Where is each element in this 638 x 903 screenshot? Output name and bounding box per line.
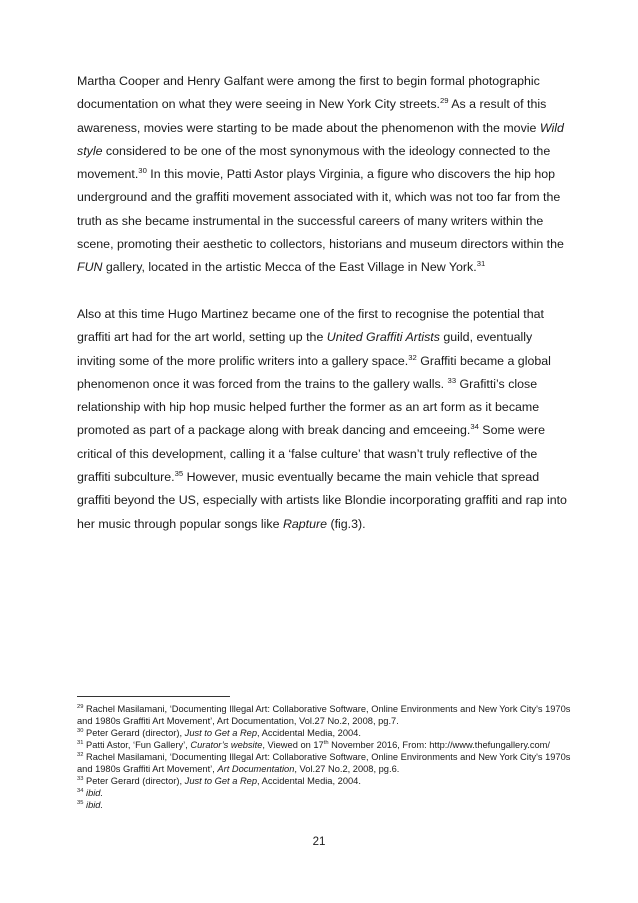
footnote-ref: 29 [77, 703, 84, 710]
footnote-ref: 35 [174, 468, 184, 478]
text-run: , Viewed on 17 [262, 740, 324, 751]
footnote-ref: 34 [470, 422, 479, 432]
italic-text: FUN [77, 260, 103, 275]
footnote-ref: 30 [77, 728, 84, 734]
text-run: guild, eventually inviting some of the more prolific writers into a gallery space. [77, 330, 533, 368]
footnote [77, 739, 572, 751]
footnote-separator [77, 696, 230, 697]
text-run: Rachel Masilamani, ‘Documenting Illegal Art: Collaborative Software, Online Environments and New York City's 1970s and 1980s Graffiti Art Movement’, [77, 752, 571, 775]
footnote-ref: th [323, 740, 329, 747]
footnote-ref: 33 [447, 375, 457, 385]
text-run: Patti Astor, ‘Fun Gallery’, [83, 740, 191, 751]
paragraph [77, 70, 572, 280]
text-run: Rachel Masilamani, ‘Documenting Illegal Art: Collaborative Software, Online Environments and New York City's 1970s and 1980s Graffiti Art Movement’, Art Documentation, Vol.27 No.2, 2008, pg.7. [77, 704, 571, 727]
text-run: Also at this time Hugo Martinez became one of the first to recognise the potential that graffiti art had for the art world, setting up the [77, 306, 544, 345]
text-run: Peter Gerard (director), [83, 728, 185, 739]
footnote-ref: 31 [476, 259, 486, 269]
text-run: In this movie, Patti Astor plays Virginia, a figure who discovers the hip hop underground and the graffiti movement associated with it, which was not too far from the truth as she became instrumental in the successful careers of many writers within the scene, promoting their aesthetic to collectors, historians and museum directors within the [77, 167, 564, 252]
text-run: As a result of this awareness, movies were starting to be made about the phenomenon with the movie [77, 97, 547, 135]
text-run: Graffiti became a global phenomenon once it was forced from the trains to the gallery walls. [77, 353, 551, 391]
text-run: considered to be one of the most synonymous with the ideology connected to the movement. [77, 143, 551, 182]
text-run: (fig.3). [327, 516, 366, 531]
text-run: , Accidental Media, 2004. [257, 776, 361, 787]
footnote-ref: 32 [77, 752, 84, 759]
footnote-ref: 32 [408, 352, 417, 362]
text-run: November 2016, From: http://www.thefungallery.com/ [328, 740, 551, 751]
italic-text: Art Documentation [217, 764, 295, 775]
italic-text: Just to Get a Rep [184, 728, 258, 739]
text-run: , Vol.27 No.2, 2008, pg.6. [294, 764, 400, 775]
paragraph [77, 303, 572, 536]
footnote [77, 787, 572, 799]
footnote [77, 775, 572, 787]
body-text [77, 70, 572, 559]
footnote-ref: 35 [77, 800, 84, 807]
text-run: Martha Cooper and Henry Galfant were among the first to begin formal photographic documentation on what they were seeing in New York City streets. [77, 74, 540, 112]
footnote-ref: 30 [138, 166, 147, 176]
footnote [77, 799, 572, 811]
footnotes [77, 696, 572, 811]
text-run: Peter Gerard (director), [83, 776, 185, 787]
footnote [77, 727, 572, 739]
text-run: , Accidental Media, 2004. [257, 728, 361, 739]
footnote [77, 751, 572, 775]
text-run: Some were critical of this development, calling it a ‘false culture’ that wasn’t truly reflective of the graffiti subculture. [77, 423, 545, 485]
text-run: However, music eventually became the main vehicle that spread graffiti beyond the US, especially with artists like Blondie incorporating graffiti and rap into her music through popular songs like [77, 470, 567, 531]
page-number: 21 [312, 836, 326, 848]
footnote-ref: 29 [439, 96, 449, 106]
italic-text: United Graffiti Artists [326, 330, 440, 345]
italic-text: Curator’s website [190, 740, 263, 751]
footnote [77, 703, 572, 727]
footnote-ref: 31 [77, 740, 84, 747]
italic-text: ibid. [86, 788, 104, 799]
text-run: gallery, located in the artistic Mecca of the East Village in New York. [102, 260, 477, 275]
italic-text: Just to Get a Rep [184, 776, 258, 787]
footnote-ref: 34 [77, 788, 84, 795]
italic-text: Rapture [282, 516, 328, 531]
footnote-ref: 33 [77, 776, 84, 783]
italic-text: Wild style [77, 120, 564, 158]
italic-text: ibid. [86, 800, 104, 811]
text-run: Grafitti’s close relationship with hip hop music helped further the former as an art form as it became promoted as part of a package along with break dancing and emceeing. [77, 376, 540, 438]
